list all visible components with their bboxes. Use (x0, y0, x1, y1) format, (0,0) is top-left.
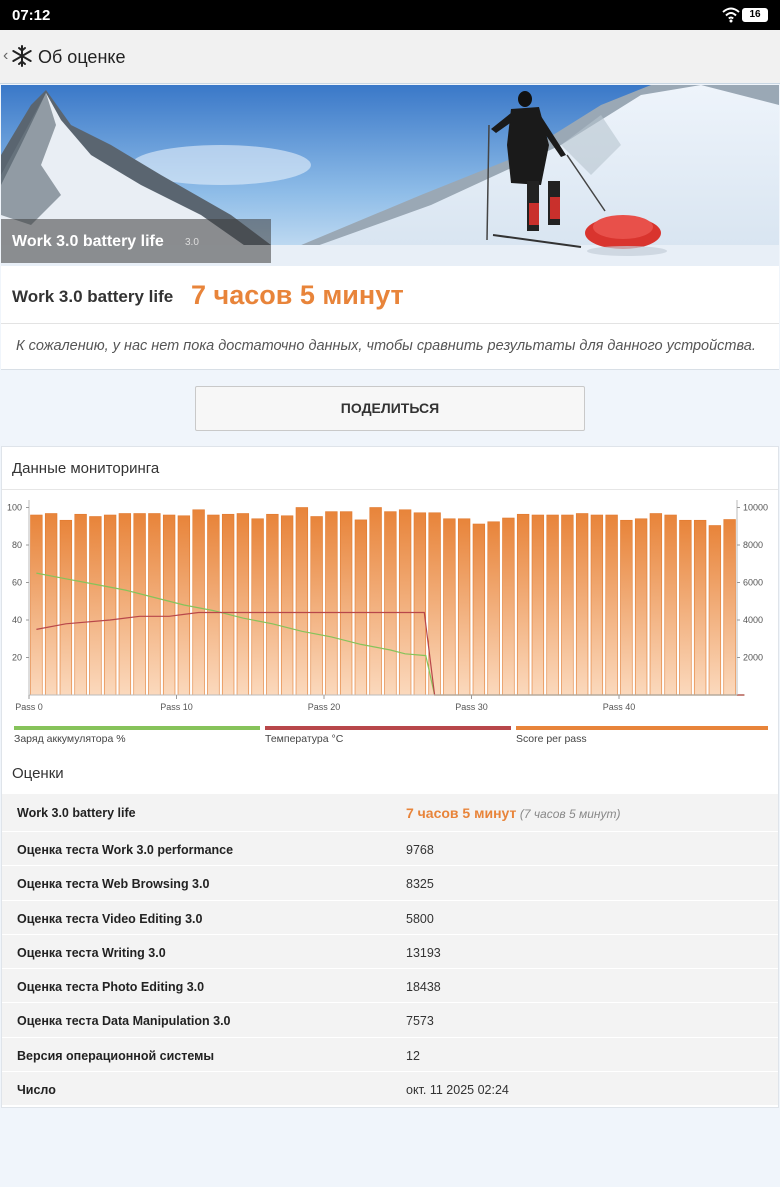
score-bar (473, 524, 485, 695)
comparison-note: К сожалению, у нас нет пока достаточно данных, чтобы сравнить результаты для данного устройства. (16, 338, 756, 354)
score-bar (503, 518, 515, 695)
row-value: окт. 11 2025 02:24 (406, 1083, 509, 1098)
table-row (2, 832, 778, 866)
row-label: Число (17, 1083, 56, 1098)
scores-table (2, 794, 778, 1106)
divider (1, 323, 779, 324)
hero-banner (1, 85, 779, 266)
score-bar (517, 514, 529, 695)
table-row (2, 1038, 778, 1072)
score-bar (193, 510, 205, 695)
table-row (2, 901, 778, 935)
score-bar (385, 512, 397, 695)
legend-label: Заряд аккумулятора % (14, 733, 126, 745)
table-row (2, 866, 778, 900)
legend-swatch (14, 726, 260, 730)
score-bar (326, 512, 338, 695)
row-label: Оценка теста Web Browsing 3.0 (17, 877, 210, 892)
table-row (2, 794, 778, 832)
x-tick-label: Pass 40 (602, 702, 636, 712)
score-bar (576, 514, 588, 696)
row-label: Оценка теста Writing 3.0 (17, 945, 166, 960)
hero-test-name: Work 3.0 battery life (12, 233, 164, 250)
score-bar (444, 519, 456, 695)
row-label: Оценка теста Photo Editing 3.0 (17, 980, 205, 995)
divider (2, 489, 778, 490)
score-bar (134, 514, 146, 696)
row-value-main: 7 часов 5 минут (406, 805, 517, 821)
monitoring-title: Данные мониторинга (12, 460, 160, 477)
legend-label: Температура °C (265, 733, 344, 745)
table-row (2, 969, 778, 1003)
legend-swatch (516, 726, 768, 730)
score-bar (119, 514, 131, 696)
score-bar (163, 515, 175, 695)
legend-label: Score per pass (516, 733, 587, 745)
score-bar (635, 519, 647, 695)
y-right-tick-label: 2000 (743, 652, 764, 663)
score-bar (458, 519, 470, 695)
row-label: Оценка теста Video Editing 3.0 (17, 911, 203, 926)
score-bar (104, 515, 116, 695)
result-value: 7 часов 5 минут (191, 280, 404, 310)
row-value: 13193 (406, 945, 441, 960)
share-button[interactable]: ПОДЕЛИТЬСЯ (195, 386, 585, 431)
row-label: Версия операционной системы (17, 1048, 215, 1063)
status-time: 07:12 (12, 7, 51, 24)
row-label: Оценка теста Work 3.0 performance (17, 843, 234, 857)
x-tick-label: Pass 10 (160, 702, 193, 712)
score-bar (591, 515, 603, 695)
score-bar (650, 514, 662, 696)
score-bar (665, 515, 677, 695)
score-bar (267, 514, 279, 695)
legend-swatch (265, 726, 511, 730)
legend-battery (14, 726, 260, 746)
monitoring-chart (2, 492, 778, 722)
y-left-tick-label: 100 (6, 502, 22, 513)
row-value: 7573 (406, 1014, 434, 1029)
score-bar (222, 514, 234, 695)
score-bar (60, 520, 72, 695)
score-bar (311, 517, 323, 696)
monitoring-panel (1, 446, 779, 1108)
score-bar (414, 513, 426, 695)
table-row (2, 1072, 778, 1106)
score-bar (488, 522, 500, 695)
score-bar (355, 520, 367, 695)
row-value (406, 805, 621, 821)
hero-version: 3.0 (185, 237, 199, 248)
x-tick-label: Pass 20 (307, 702, 341, 712)
result-card (1, 266, 779, 370)
score-bar (429, 513, 441, 695)
score-bar (45, 514, 57, 696)
row-value: 12 (406, 1048, 420, 1063)
y-right-tick-label: 10000 (743, 502, 769, 513)
page-title: Об оценке (38, 47, 126, 67)
score-bar (724, 520, 736, 696)
y-right-tick-label: 8000 (743, 540, 764, 550)
row-value-sub: (7 часов 5 минут) (519, 807, 621, 821)
score-bar (694, 520, 706, 695)
status-bar (0, 0, 780, 30)
row-label: Work 3.0 battery life (17, 806, 136, 820)
score-bar (237, 514, 249, 696)
score-bar (680, 520, 692, 695)
app-bar (0, 30, 780, 84)
wifi-icon (722, 7, 740, 23)
result-label: Work 3.0 battery life (12, 287, 174, 306)
hero-caption (1, 219, 271, 263)
y-left-tick-label: 40 (11, 615, 22, 625)
score-bar (562, 515, 574, 695)
score-bar (296, 508, 308, 696)
x-tick-label: Pass 0 (15, 702, 43, 712)
y-left-tick-label: 60 (11, 577, 22, 588)
score-bar (149, 514, 161, 696)
score-bar (709, 526, 721, 696)
table-row (2, 935, 778, 969)
score-bar (606, 515, 618, 695)
score-bar (252, 519, 264, 695)
score-bar (621, 520, 633, 695)
score-bar (340, 512, 352, 695)
y-right-tick-label: 6000 (743, 577, 764, 588)
row-label: Оценка теста Data Manipulation 3.0 (17, 1014, 231, 1029)
battery-icon: 16 (742, 8, 768, 22)
scores-title: Оценки (12, 765, 64, 782)
legend-score (516, 726, 768, 746)
score-bar (370, 508, 382, 696)
row-value: 5800 (406, 911, 434, 926)
row-value: 9768 (406, 843, 434, 857)
score-bar (75, 514, 87, 695)
y-right-tick-label: 4000 (743, 615, 764, 625)
legend-temperature (265, 726, 511, 746)
x-tick-label: Pass 30 (455, 702, 488, 712)
score-bar (31, 515, 43, 695)
y-left-tick-label: 20 (11, 652, 22, 663)
row-value: 8325 (406, 877, 434, 892)
row-value: 18438 (406, 980, 441, 995)
score-bar (547, 515, 559, 695)
back-chevron-icon[interactable]: ‹ (3, 47, 9, 64)
snowflake-logo-icon (11, 45, 33, 67)
score-bar (90, 517, 102, 696)
score-bar (532, 515, 544, 695)
score-bar (399, 510, 411, 695)
table-row (2, 1003, 778, 1037)
score-bar (281, 516, 293, 695)
y-left-tick-label: 80 (11, 540, 22, 550)
score-bar (208, 515, 220, 695)
